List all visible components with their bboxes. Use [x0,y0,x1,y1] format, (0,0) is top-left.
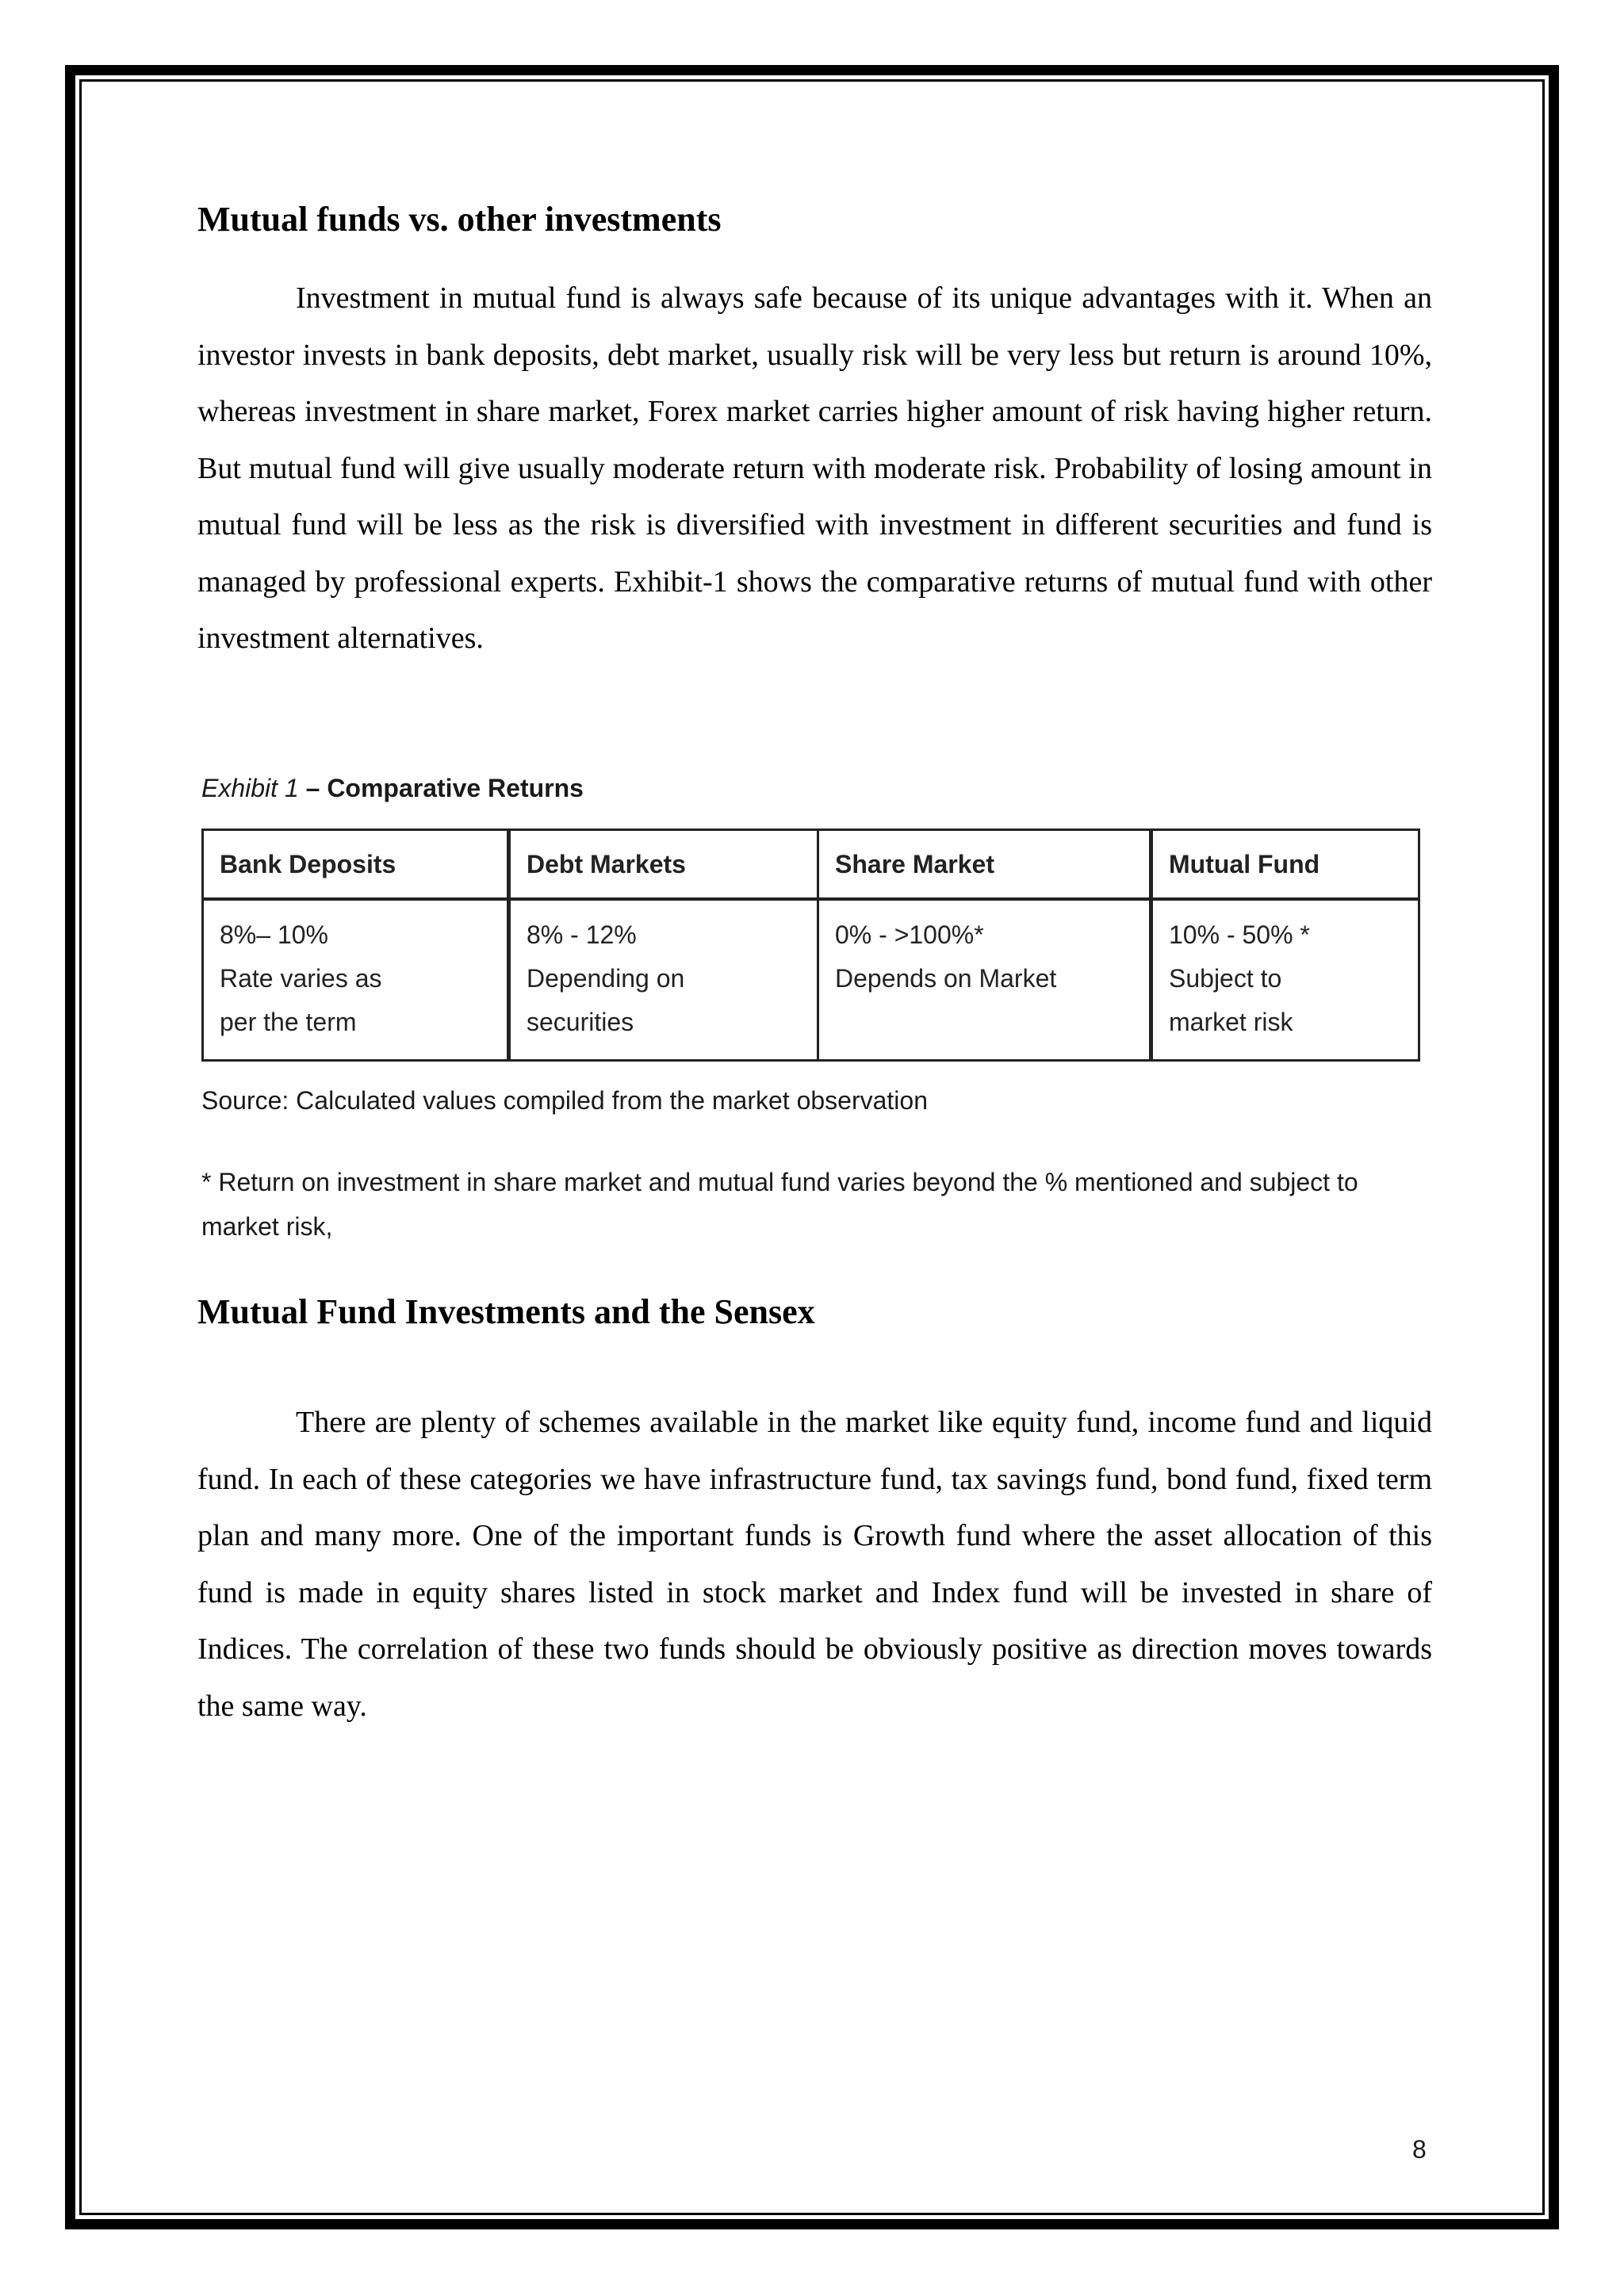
table-row [203,899,1419,1061]
paragraph-text: There are plenty of schemes available in the market like equity fund, income fund and liquid fund. In each of these categories we have infrastructure fund, tax savings fund, bond fund, fixed term plan and many more. One of the important funds is Growth fund where the asset allocation of this fund is made in equity shares listed in stock market and Index fund will be invested in share of Indices. The correlation of these two funds should be obviously positive as direction moves towards the same way. [197,1406,1432,1723]
column-header-bank-deposits: Bank Deposits [203,830,509,900]
exhibit-title: – Comparative Returns [298,774,584,802]
cell-line: 8% - 12% [527,920,637,949]
cell-line: Depending on [527,964,685,993]
page-number: 8 [1412,2135,1427,2164]
cell-line: 8%– 10% [220,920,328,949]
column-header-mutual-fund: Mutual Fund [1151,830,1419,900]
cell-line: per the term [220,1008,357,1036]
cell-debt-markets [509,899,818,1061]
table-header-row [203,830,1419,900]
section-heading-sensex: Mutual Fund Investments and the Sensex [197,1292,815,1331]
cell-line: securities [527,1008,634,1036]
cell-line: market risk [1169,1008,1293,1036]
comparative-returns-table [201,828,1420,1062]
section-heading-mutual-funds-vs-other: Mutual funds vs. other investments [197,200,722,239]
column-header-share-market: Share Market [818,830,1151,900]
cell-mutual-fund [1151,899,1419,1061]
column-header-debt-markets: Debt Markets [509,830,818,900]
cell-line: 10% - 50% * [1169,920,1310,949]
cell-share-market [818,899,1151,1061]
exhibit-source: Source: Calculated values compiled from the market observation [201,1086,928,1115]
cell-line: Rate varies as [220,964,382,993]
body-paragraph-sensex [197,1395,1432,1735]
exhibit-footnote: * Return on investment in share market and mutual fund varies beyond the % mentioned and subject to market risk, [201,1168,1358,1241]
cell-line: Subject to [1169,964,1282,993]
body-paragraph-comparison [197,270,1432,668]
cell-line: 0% - >100%* [835,920,984,949]
cell-line: Depends on Market [835,964,1057,993]
cell-bank-deposits [203,899,509,1061]
exhibit-label: Exhibit 1 [201,774,299,802]
paragraph-text: Investment in mutual fund is always safe because of its unique advantages with it. When an investor invests in bank deposits, debt market, usually risk will be very less but return is around 10%, whereas investment in share market, Forex market carries higher amount of risk having higher return. But mutual fund will give usually moderate return with moderate risk. Probability of losing amount in mutual fund will be less as the risk is diversified with investment in different securities and fund is managed by professional experts. Exhibit-1 shows the comparative returns of mutual fund with other investment alternatives. [197,281,1432,655]
exhibit-caption [201,774,584,803]
